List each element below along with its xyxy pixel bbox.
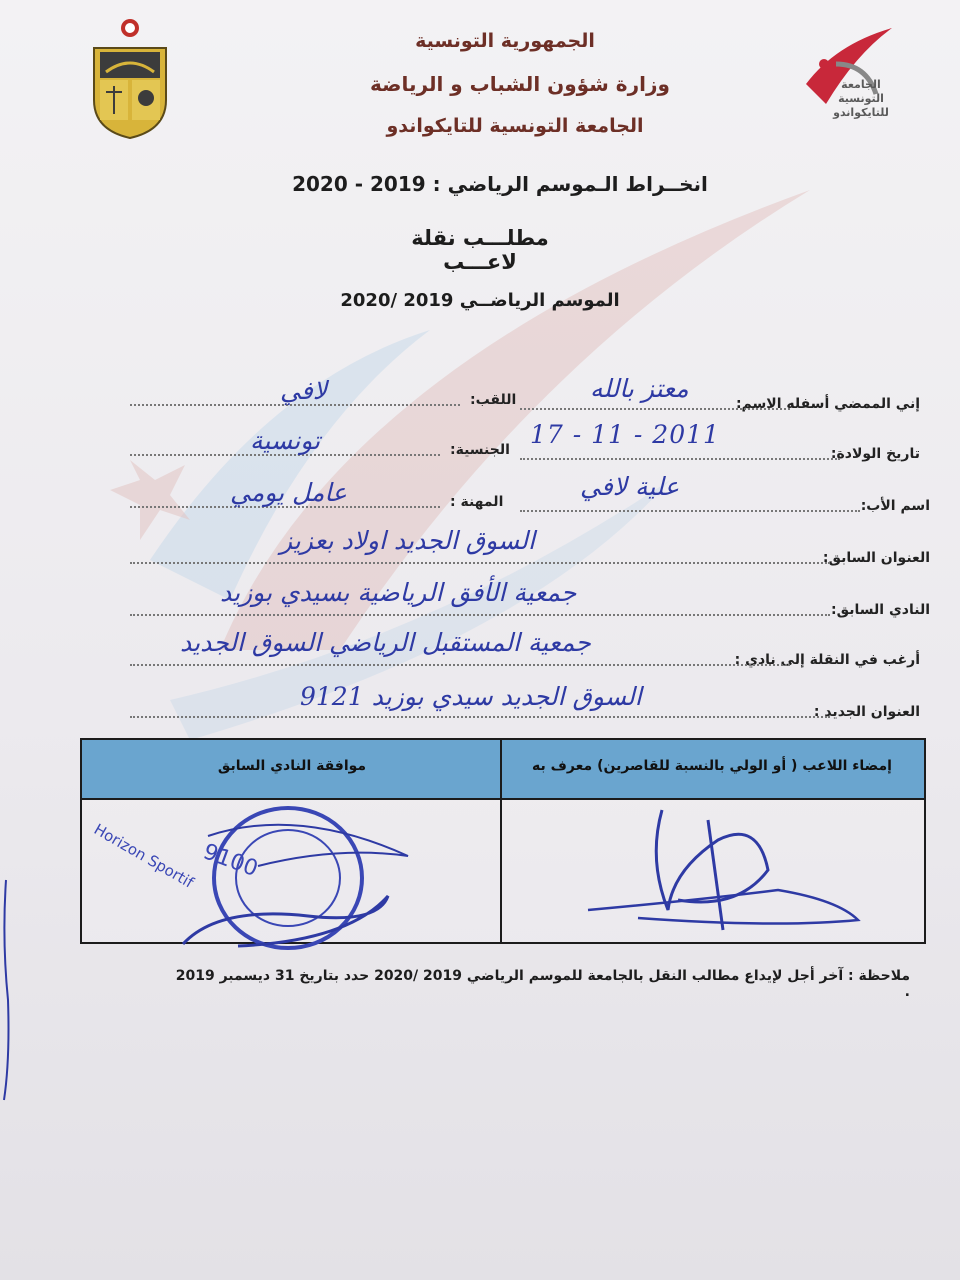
dob-value: 17 - 11 - 2011 xyxy=(530,420,720,449)
season-title: انخــراط الـموسم الرياضي : 2019 - 2020 xyxy=(292,172,708,196)
logo-text-line3: للتايكواندو xyxy=(833,106,889,119)
prev-address-value: السوق الجديد اولاد بعزيز xyxy=(280,526,535,555)
job-label: المهنة : xyxy=(450,494,504,510)
stamp-text: Horizon Sportif xyxy=(90,820,197,892)
header-republic: الجمهورية التونسية xyxy=(415,30,595,52)
player-signature-header: إمضاء اللاعب ( أو الولي بالنسبة للقاصرين) معرف به xyxy=(532,758,892,774)
club-approval-header: موافقة النادي السابق xyxy=(217,758,367,774)
logo-text-line2: التونسية xyxy=(838,92,884,105)
name-line xyxy=(520,408,790,410)
surname-value: لافي xyxy=(280,376,328,405)
player-signature xyxy=(578,800,878,940)
prev-address-label: العنوان السابق: xyxy=(822,550,930,566)
new-address-value: السوق الجديد سيدي بوزيد 9121 xyxy=(300,682,642,711)
new-club-label: أرغب في النقلة إلى نادي : xyxy=(734,652,920,668)
nationality-label: الجنسية: xyxy=(450,442,510,458)
surname-label: اللقب: xyxy=(470,392,517,408)
deadline-note: ملاحظة : آخر أجل لإيداع مطالب النقل بالجامعة للموسم الرياضي 2019 /2020 حدد بتاريخ 31 ديسمبر 2019 . xyxy=(175,968,910,1000)
name-label: إني الممضي أسفله الاسم: xyxy=(735,396,920,412)
new-address-label: العنوان الجديد : xyxy=(813,704,920,720)
job-value: عامل يومي xyxy=(230,478,347,507)
new-address-line xyxy=(130,716,830,718)
father-value: علية لافي xyxy=(580,472,680,501)
dob-label: تاريخ الولادة: xyxy=(830,446,920,462)
header-federation: الجامعة التونسية للتايكواندو xyxy=(386,115,644,137)
tunisia-coat-of-arms-icon xyxy=(90,14,172,140)
prev-club-line xyxy=(130,614,830,616)
father-label: اسم الأب: xyxy=(860,498,930,514)
prev-club-value: جمعية الأفق الرياضية بسيدي بوزيد xyxy=(220,578,577,607)
name-value: معتز بالله xyxy=(590,374,689,403)
new-club-line xyxy=(130,664,790,666)
dob-line xyxy=(520,458,840,460)
stamp-number: 9100 xyxy=(199,839,262,883)
federation-logo-text xyxy=(818,78,904,120)
request-title: مطلـــب نقلة لاعـــب xyxy=(411,226,549,274)
club-stamp xyxy=(90,796,418,956)
nationality-value: تونسية xyxy=(250,426,321,455)
new-club-value: جمعية المستقبل الرياضي السوق الجديد xyxy=(180,628,591,657)
table-divider xyxy=(500,740,502,942)
father-line xyxy=(520,510,860,512)
page-edge-mark xyxy=(0,880,12,1100)
logo-text-line1: الجامعة xyxy=(841,78,881,91)
header-ministry: وزارة شؤون الشباب و الرياضة xyxy=(370,72,670,96)
season-subtitle: الموسم الرياضــي 2019 /2020 xyxy=(340,290,620,311)
prev-club-label: النادي السابق: xyxy=(831,602,930,618)
prev-address-line xyxy=(130,562,830,564)
